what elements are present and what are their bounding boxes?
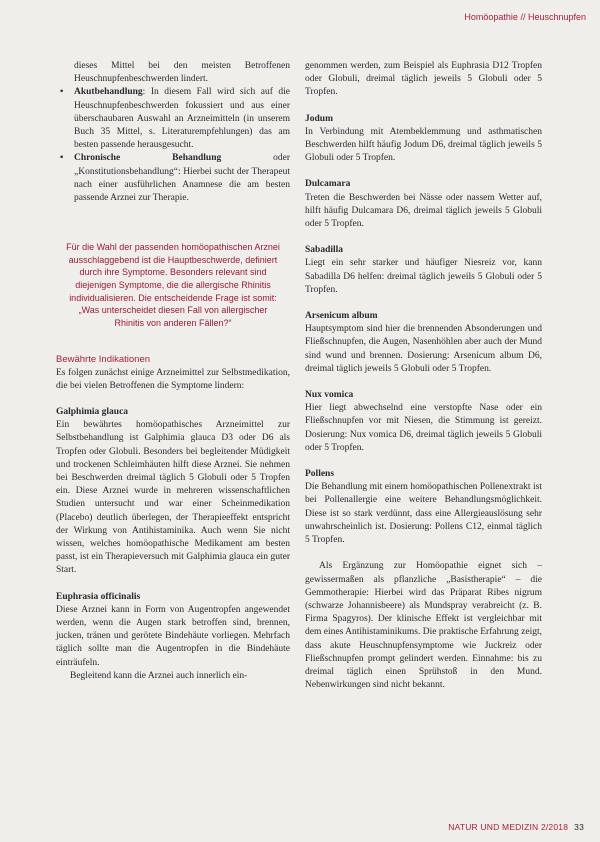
remedy-text-continued: Begleitend kann die Arznei auch innerlich ein-: [70, 670, 248, 681]
remedy-text: Liegt ein sehr starker und häufiger Niesreiz vor, kann Sabadilla D6 helfen: dreimal täglich jeweils 5 Globuli oder 5 Tropfen.: [305, 258, 542, 295]
remedy-title: Arsenicum album: [305, 311, 378, 322]
closing-paragraph: Als Ergänzung zur Homöopathie eignet sich – gewissermaßen als pflanzliche „Basistherapie“ – die Gemmotherapie: Hierbei wird das Präparat Ribes nigrum (schwarze Johannisbeere) als Mundspray verabreicht (z. B. Firma Spagyros). Der klinische Effekt ist vergleichbar mit dem eines Antihistaminikums. Die praktische Erfahrung zeigt, dass akute Heuschnupfensymptome wie Juckreiz oder Fließschnupfen prompt gelindert werden. Einnahme: bis zu dreimal täglich einen Sprühstoß in den Mund. Nebenwirkungen sind nicht bekannt.: [305, 561, 542, 691]
bullet-text: : In diesem Fall wird sich auf die Heuschnupfenbeschwerden fokussiert und aus einer überschaubaren Auswahl an Arzneimitteln (in unserem Buch 35 Mittel, s. Literaturempfehlungen) das am besten passende herausgesucht.: [74, 87, 290, 151]
remedy-title: Dulcamara: [305, 179, 351, 190]
running-header: Homöopathie // Heuschnupfen: [464, 12, 586, 22]
continuation-paragraph: genommen werden, zum Beispiel als Euphrasia D12 Tropfen oder Globuli, dreimal täglich jeweils 5 Globuli oder 5 Tropfen.: [305, 61, 542, 98]
remedy-text: Diese Arznei kann in Form von Augentropfen angewendet werden, wenn die Augen stark betroffen sind, brennen, jucken, tränen und gerötete Bindehäute vorliegen. Mehrfach täglich sollte man die Augentropfen in die Bindehäute einträufeln.: [56, 604, 290, 668]
remedy-title: Pollens: [305, 469, 335, 480]
magazine-name: NATUR UND MEDIZIN 2/2018: [448, 822, 569, 832]
remedy-text: Die Behandlung mit einem homöopathischen Pollenextrakt ist bei Pollenallergie eine weitere Behandlungsmöglichkeit. Diese ist so stark verdünnt, dass eine Allergieauslösung sehr unwahrscheinlich ist. Dosierung: Pollens C12, einmal täglich 5 Tropfen.: [305, 482, 542, 546]
right-column: [305, 60, 542, 692]
remedy-title: Jodum: [305, 113, 333, 124]
remedy-title: Sabadilla: [305, 245, 344, 256]
list-item: [56, 152, 290, 205]
bullet-text: oder „Konstitutionsbehandlung“: Hierbei sucht der Therapeut nach einer ausführlichen Anamnese die am besten passende Arznei zur Therapie.: [74, 153, 290, 204]
remedy-text: Hauptsymptom sind hier die brennenden Absonderungen und Fließschnupfen, die Augen, Nasenhöhlen aber auch der Mund sind wund und brennen. Dosierung: Arsenicum album D6, dreimal täglich jeweils 5 Globuli oder 5 Tropfen.: [305, 324, 542, 374]
treatment-list: [56, 86, 290, 205]
remedy-title: Euphrasia officinalis: [56, 591, 141, 602]
page-number: 33: [574, 822, 584, 832]
remedy-text: Ein bewährtes homöopathisches Arzneimittel zur Selbstbehandlung ist Galphimia glauca D3 oder D6 als Tropfen oder Globuli. Besonders bei begleitender Müdigkeit und trockenen Schleimhäuten hilft diese Arznei. Sie nehmen bei Beschwerden dreimal täglich 5 Globuli oder 5 Tropfen ein. Diese Arznei wurde in mehreren wissenschaftlichen Studien untersucht und war einer Scheinmedikation (Placebo) deutlich überlegen, der Therapieeffekt entspricht der Wirkung von Antihistaminika. Auch wenn Sie nicht wissen, welches homöopathische Medikament am besten passt, ist ein Therapieversuch mit Galphimia glauca ein guter Start.: [56, 420, 290, 576]
remedy-title: Nux vomica: [305, 390, 354, 401]
remedy-text: In Verbindung mit Atembeklemmung und asthmatischen Beschwerden hilft häufig Jodum D6, dreimal täglich jeweils 5 Globuli oder 5 Tropfen.: [305, 126, 542, 164]
list-item: [56, 86, 290, 152]
section-title: Bewährte Indikationen: [56, 354, 151, 366]
bullet-term: Akutbehandlung: [74, 87, 143, 98]
bullet-term: Chronische Behandlung: [74, 153, 222, 164]
remedy-title: Galphimia glauca: [56, 407, 129, 417]
section-intro: Es folgen zunächst einige Arzneimittel zur Selbstmedikation, die bei vielen Betroffenen die Symptome lindern:: [56, 367, 290, 391]
left-column: [56, 60, 290, 683]
pull-quote: Für die Wahl der passenden homöopathischen Arznei ausschlaggebend ist die Hauptbeschwerde, definiert durch ihre Symptome. Besonders relevant sind diejenigen Symptome, die die allergische Rhinitis individualisieren. Die entscheidende Frage ist somit: „Was unterscheidet diesen Fall von allergischer Rhinitis von anderen Fällen?“: [66, 242, 280, 328]
remedy-text: Treten die Beschwerden bei Nässe oder nassem Wetter auf, hilft häufig Dulcamara D6, dreimal täglich jeweils 5 Globuli oder 5 Tropfen.: [305, 192, 542, 230]
intro-paragraph: dieses Mittel bei den meisten Betroffenen Heuschnupfenbeschwerden lindert.: [74, 61, 290, 85]
remedy-text: Hier liegt abwechselnd eine verstopfte Nase oder ein Fließschnupfen vor mit Niesen, die Stimmung ist gereizt. Dosierung: Nux vomica D6, dreimal täglich jeweils 5 Globuli oder 5 Tropfen.: [305, 403, 542, 453]
page-footer: [448, 822, 584, 832]
